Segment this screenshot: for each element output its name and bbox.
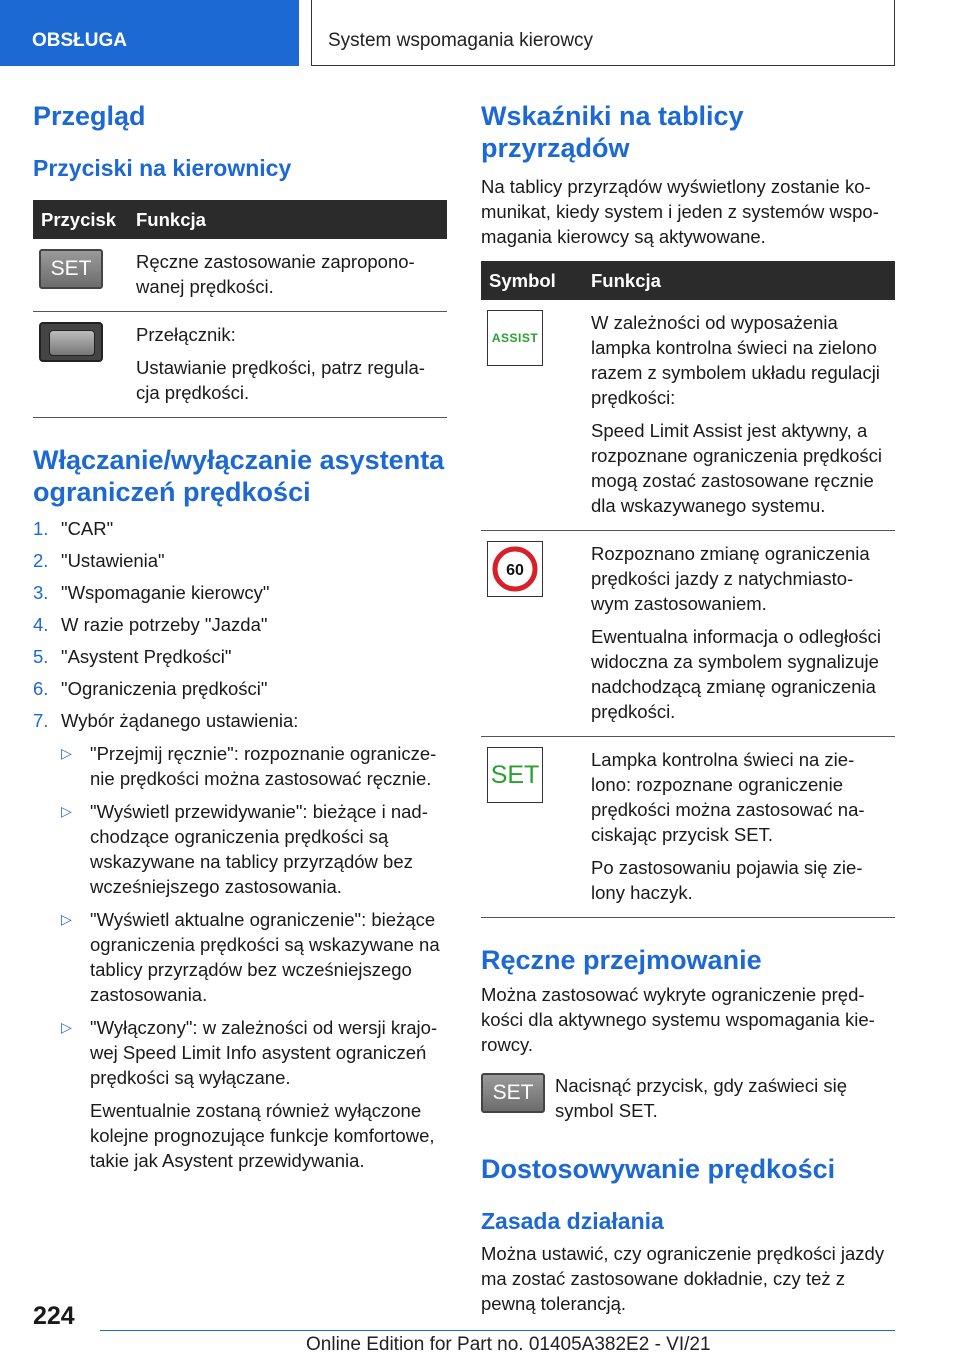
table-cell-icon (481, 300, 583, 531)
section-title-cluster-indicators: Wskaźniki na tablicy przyrządów (481, 101, 744, 163)
list-item (33, 612, 447, 637)
table-header-row (481, 261, 895, 300)
list-item (33, 644, 447, 669)
table-cell-function (128, 239, 447, 312)
list-item (33, 516, 447, 541)
symbols-table (481, 261, 895, 918)
step-text: "Asystent Prędkości" (61, 646, 232, 667)
step-number: 7. (33, 710, 49, 731)
page-number: 224 (33, 1302, 75, 1330)
section-tab: OBSŁUGA (0, 0, 299, 66)
chapter-title: System wspomagania kierowcy (311, 0, 895, 66)
section-title-manual-takeover: Ręczne przejmowanie (481, 945, 762, 975)
function-text: Ręczne zastosowanie zapropono-wanej prędkości. (136, 251, 415, 297)
triangle-bullet-icon: ▷ (61, 803, 72, 819)
steps-list (33, 516, 447, 1173)
column-header: Przycisk (33, 200, 128, 239)
manual-hint-row (481, 1073, 895, 1123)
list-item (33, 676, 447, 701)
function-text: Lampka kontrolna świeci na zie-lono: rozpoznane ograniczenie prędkości można zastosować na-ciskając przycisk SET. (591, 749, 865, 845)
list-item (33, 548, 447, 573)
principle-text: Można ustawić, czy ograniczenie prędkości jazdy ma zostać zastosowane dokładnie, czy też z pewną tolerancją. (481, 1243, 885, 1314)
left-column (33, 100, 447, 1181)
step-number: 5. (33, 646, 49, 667)
speed-limit-sign-icon (487, 541, 543, 597)
step-number: 4. (33, 614, 49, 635)
table-row (33, 312, 447, 418)
step-number: 2. (33, 550, 49, 571)
table-row (481, 300, 895, 531)
function-text: Po zastosowaniu pojawia się zie-lony haczyk. (591, 857, 863, 903)
function-text: Rozpoznano zmianę ograniczenia prędkości jazdy z natychmiasto-wym zastosowaniem. (591, 543, 870, 614)
option-text: "Wyświetl aktualne ograniczenie": bieżące ograniczenia prędkości są wskazywane na tablicy przyrządów bez wcześniejszego zastosowania. (90, 909, 440, 1005)
triangle-bullet-icon: ▷ (61, 1019, 72, 1035)
section-title-overview: Przegląd (33, 101, 146, 131)
step-number: 6. (33, 678, 49, 699)
option-item (61, 741, 447, 791)
set-button-icon: SET (39, 249, 103, 289)
option-text: Ewentualnie zostaną również wyłączone kolejne prognozujące funkcje komfortowe, takie jak Asystent przewidywania. (90, 1100, 435, 1171)
table-cell-function (128, 312, 447, 418)
table-cell-icon (33, 312, 128, 418)
subtitle-steering-buttons: Przyciski na kierownicy (33, 155, 292, 181)
column-header: Symbol (481, 261, 583, 300)
step-text: "CAR" (61, 518, 114, 539)
right-column (481, 100, 895, 1316)
table-cell-icon (33, 239, 128, 312)
footer-divider (100, 1330, 895, 1331)
table-row (481, 737, 895, 918)
function-text: Ewentualna informacja o odległości widoczna za symbolem sygnalizuje nadchodzącą zmianę ograniczenia prędkości. (591, 626, 882, 722)
function-text: Speed Limit Assist jest aktywny, a rozpoznane ograniczenia prędkości mogą zostać zastosowane ręcznie dla wskazywanego systemu. (591, 420, 883, 516)
manual-hint-text: Nacisnąć przycisk, gdy zaświeci się symbol SET. (555, 1075, 847, 1121)
list-item (33, 580, 447, 605)
buttons-table (33, 200, 447, 418)
step-number: 3. (33, 582, 49, 603)
column-header: Funkcja (128, 200, 447, 239)
table-row (33, 239, 447, 312)
triangle-bullet-icon: ▷ (61, 911, 72, 927)
option-text: "Wyświetl przewidywanie": bieżące i nad-chodzące ograniczenia prędkości są wskazywane na tablicy przyrządów bez wcześniejszego zastosowania. (90, 801, 428, 897)
table-cell-icon (481, 531, 583, 737)
assist-indicator-icon: ASSIST (487, 310, 543, 366)
table-cell-function (583, 737, 895, 918)
table-cell-function (583, 531, 895, 737)
step-text: W razie potrzeby "Jazda" (61, 614, 268, 635)
edition-text: Online Edition for Part no. 01405A382E2 - VI/21 (306, 1334, 711, 1355)
options-list (61, 741, 447, 1173)
manual-text: Można zastosować wykryte ograniczenie pręd-kości dla aktywnego systemu wspomagania kie-rowcy. (481, 984, 875, 1055)
step-text: Wybór żądanego ustawienia: (61, 710, 299, 731)
step-text: "Ustawienia" (61, 550, 165, 571)
option-text: "Przejmij ręcznie": rozpoznanie ogranicze-nie prędkości można zastosować ręcznie. (90, 743, 437, 789)
svg-text:60: 60 (506, 562, 524, 579)
column-header: Funkcja (583, 261, 895, 300)
function-text: Ustawianie prędkości, patrz regula-cja prędkości. (136, 357, 425, 403)
rocker-switch-icon (39, 322, 103, 362)
intro-text: Na tablicy przyrządów wyświetlony zostanie ko-munikat, kiedy system i jeden z systemów wspo-magania kierowcy są aktywowane. (481, 176, 879, 247)
option-item (61, 907, 447, 1007)
list-item (33, 708, 447, 1173)
triangle-bullet-icon: ▷ (61, 745, 72, 761)
option-item (61, 1015, 447, 1173)
section-title-speed-adjust: Dostosowywanie prędkości (481, 1154, 836, 1184)
function-text: Przełącznik: (136, 324, 236, 345)
table-cell-icon (481, 737, 583, 918)
table-row (481, 531, 895, 737)
step-number: 1. (33, 518, 49, 539)
table-cell-function (583, 300, 895, 531)
function-text: W zależności od wyposażenia lampka kontrolna świeci na zielono razem z symbolem układu regulacji prędkości: (591, 312, 880, 408)
step-text: "Wspomaganie kierowcy" (61, 582, 270, 603)
section-title-toggle-assistant: Włączanie/wyłączanie asystenta ograniczeń prędkości (33, 445, 445, 507)
set-indicator-icon: SET (487, 747, 543, 803)
option-item (61, 799, 447, 899)
option-text: "Wyłączony": w zależności od wersji krajo-wej Speed Limit Info asystent ograniczeń prędkości są wyłączane. (90, 1017, 438, 1088)
table-header-row (33, 200, 447, 239)
set-button-icon: SET (481, 1073, 545, 1113)
step-text: "Ograniczenia prędkości" (61, 678, 268, 699)
subtitle-principle: Zasada działania (481, 1208, 664, 1234)
